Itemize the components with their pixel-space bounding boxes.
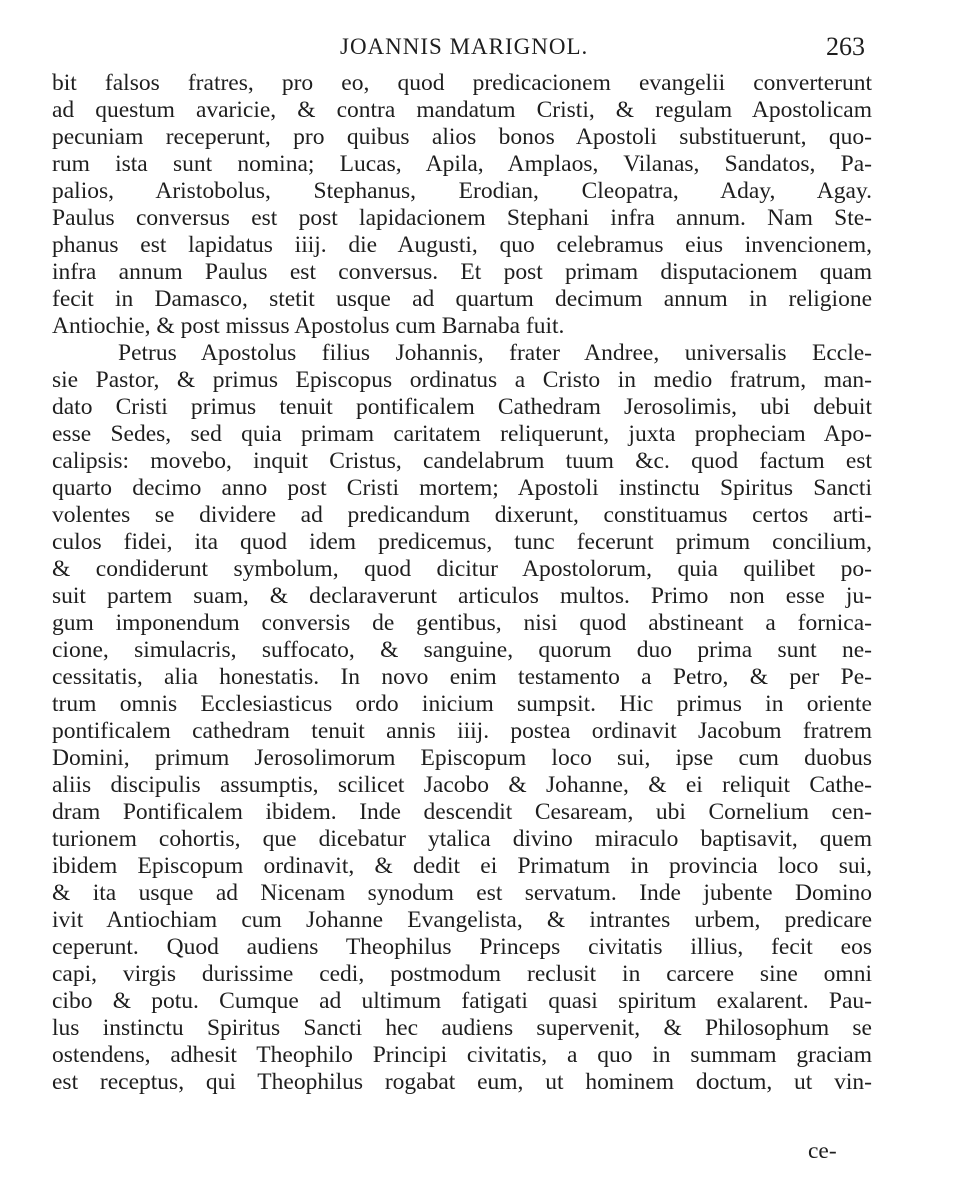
text-line: calipsis: movebo, inquit Cristus, candelabrum tuum &c. quod factum est — [52, 448, 872, 474]
running-title: JOANNIS MARIGNOL. — [340, 34, 589, 59]
text-line: dram Pontificalem ibidem. Inde descendit Cesaream, ubi Cornelium cen- — [52, 799, 872, 825]
text-line: esse Sedes, sed quia primam caritatem reliquerunt, juxta propheciam Apo- — [52, 421, 872, 447]
text-line: lus instinctu Spiritus Sancti hec audiens supervenit, & Philosophum se — [52, 1015, 872, 1041]
text-line: phanus est lapidatus iiij. die Augusti, quo celebramus eius invencionem, — [52, 232, 872, 258]
text-line: sie Pastor, & primus Episcopus ordinatus a Cristo in medio fratrum, man- — [52, 367, 872, 393]
paragraph-first-line: Petrus Apostolus filius Johannis, frater Andree, universalis Eccle- — [118, 340, 872, 366]
text-line: suit partem suam, & declaraverunt articulos multos. Primo non esse ju- — [52, 583, 872, 609]
text-line: est receptus, qui Theophilus rogabat eum, ut hominem doctum, ut vin- — [52, 1069, 872, 1095]
text-line: ad questum avaricie, & contra mandatum Cristi, & regulam Apostolicam — [52, 97, 872, 123]
text-line: pecuniam receperunt, pro quibus alios bonos Apostoli substituerunt, quo- — [52, 124, 872, 150]
text-line: gum imponendum conversis de gentibus, nisi quod abstineant a fornica- — [52, 610, 872, 636]
running-head — [0, 28, 960, 62]
text-line: ostendens, adhesit Theophilo Principi civitatis, a quo in summam graciam — [52, 1042, 872, 1068]
page-number: 263 — [826, 32, 865, 61]
text-line: culos fidei, ita quod idem predicemus, tunc fecerunt primum concilium, — [52, 529, 872, 555]
text-line: Paulus conversus est post lapidacionem Stephani infra annum. Nam Ste- — [52, 205, 872, 231]
text-line: quarto decimo anno post Cristi mortem; Apostoli instinctu Spiritus Sancti — [52, 475, 872, 501]
text-line: Domini, primum Jerosolimorum Episcopum loco sui, ipse cum duobus — [52, 745, 872, 771]
text-line: ceperunt. Quod audiens Theophilus Princeps civitatis illius, fecit eos — [52, 934, 872, 960]
text-line: ibidem Episcopum ordinavit, & dedit ei Primatum in provincia loco sui, — [52, 853, 872, 879]
text-line: palios, Aristobolus, Stephanus, Erodian, Cleopatra, Aday, Agay. — [52, 178, 872, 204]
text-line: turionem cohortis, que dicebatur ytalica divino miraculo baptisavit, quem — [52, 826, 872, 852]
text-line: cessitatis, alia honestatis. In novo enim testamento a Petro, & per Pe- — [52, 664, 872, 690]
catchword: ce- — [808, 1138, 837, 1164]
text-line: dato Cristi primus tenuit pontificalem Cathedram Jerosolimis, ubi debuit — [52, 394, 872, 420]
text-line: fecit in Damasco, stetit usque ad quartum decimum annum in religione — [52, 286, 872, 312]
text-line: cibo & potu. Cumque ad ultimum fatigati quasi spiritum exalarent. Pau- — [52, 988, 872, 1014]
body-text — [52, 70, 872, 1096]
text-line: rum ista sunt nomina; Lucas, Apila, Amplaos, Vilanas, Sandatos, Pa- — [52, 151, 872, 177]
text-line: ivit Antiochiam cum Johanne Evangelista, & intrantes urbem, predicare — [52, 907, 872, 933]
text-line: cione, simulacris, suffocato, & sanguine, quorum duo prima sunt ne- — [52, 637, 872, 663]
paragraph-end-line: Antiochie, & post missus Apostolus cum Barnaba fuit. — [52, 313, 565, 339]
text-line: & ita usque ad Nicenam synodum est servatum. Inde jubente Domino — [52, 880, 872, 906]
text-line: trum omnis Ecclesiasticus ordo inicium sumpsit. Hic primus in oriente — [52, 691, 872, 717]
text-line: aliis discipulis assumptis, scilicet Jacobo & Johanne, & ei reliquit Cathe- — [52, 772, 872, 798]
text-line: & condiderunt symbolum, quod dicitur Apostolorum, quia quilibet po- — [52, 556, 872, 582]
text-line: infra annum Paulus est conversus. Et post primam disputacionem quam — [52, 259, 872, 285]
text-line: capi, virgis durissime cedi, postmodum reclusit in carcere sine omni — [52, 961, 872, 987]
text-line: volentes se dividere ad predicandum dixerunt, constituamus certos arti- — [52, 502, 872, 528]
text-line: pontificalem cathedram tenuit annis iiij. postea ordinavit Jacobum fratrem — [52, 718, 872, 744]
text-line: bit falsos fratres, pro eo, quod predicacionem evangelii converterunt — [52, 70, 872, 96]
